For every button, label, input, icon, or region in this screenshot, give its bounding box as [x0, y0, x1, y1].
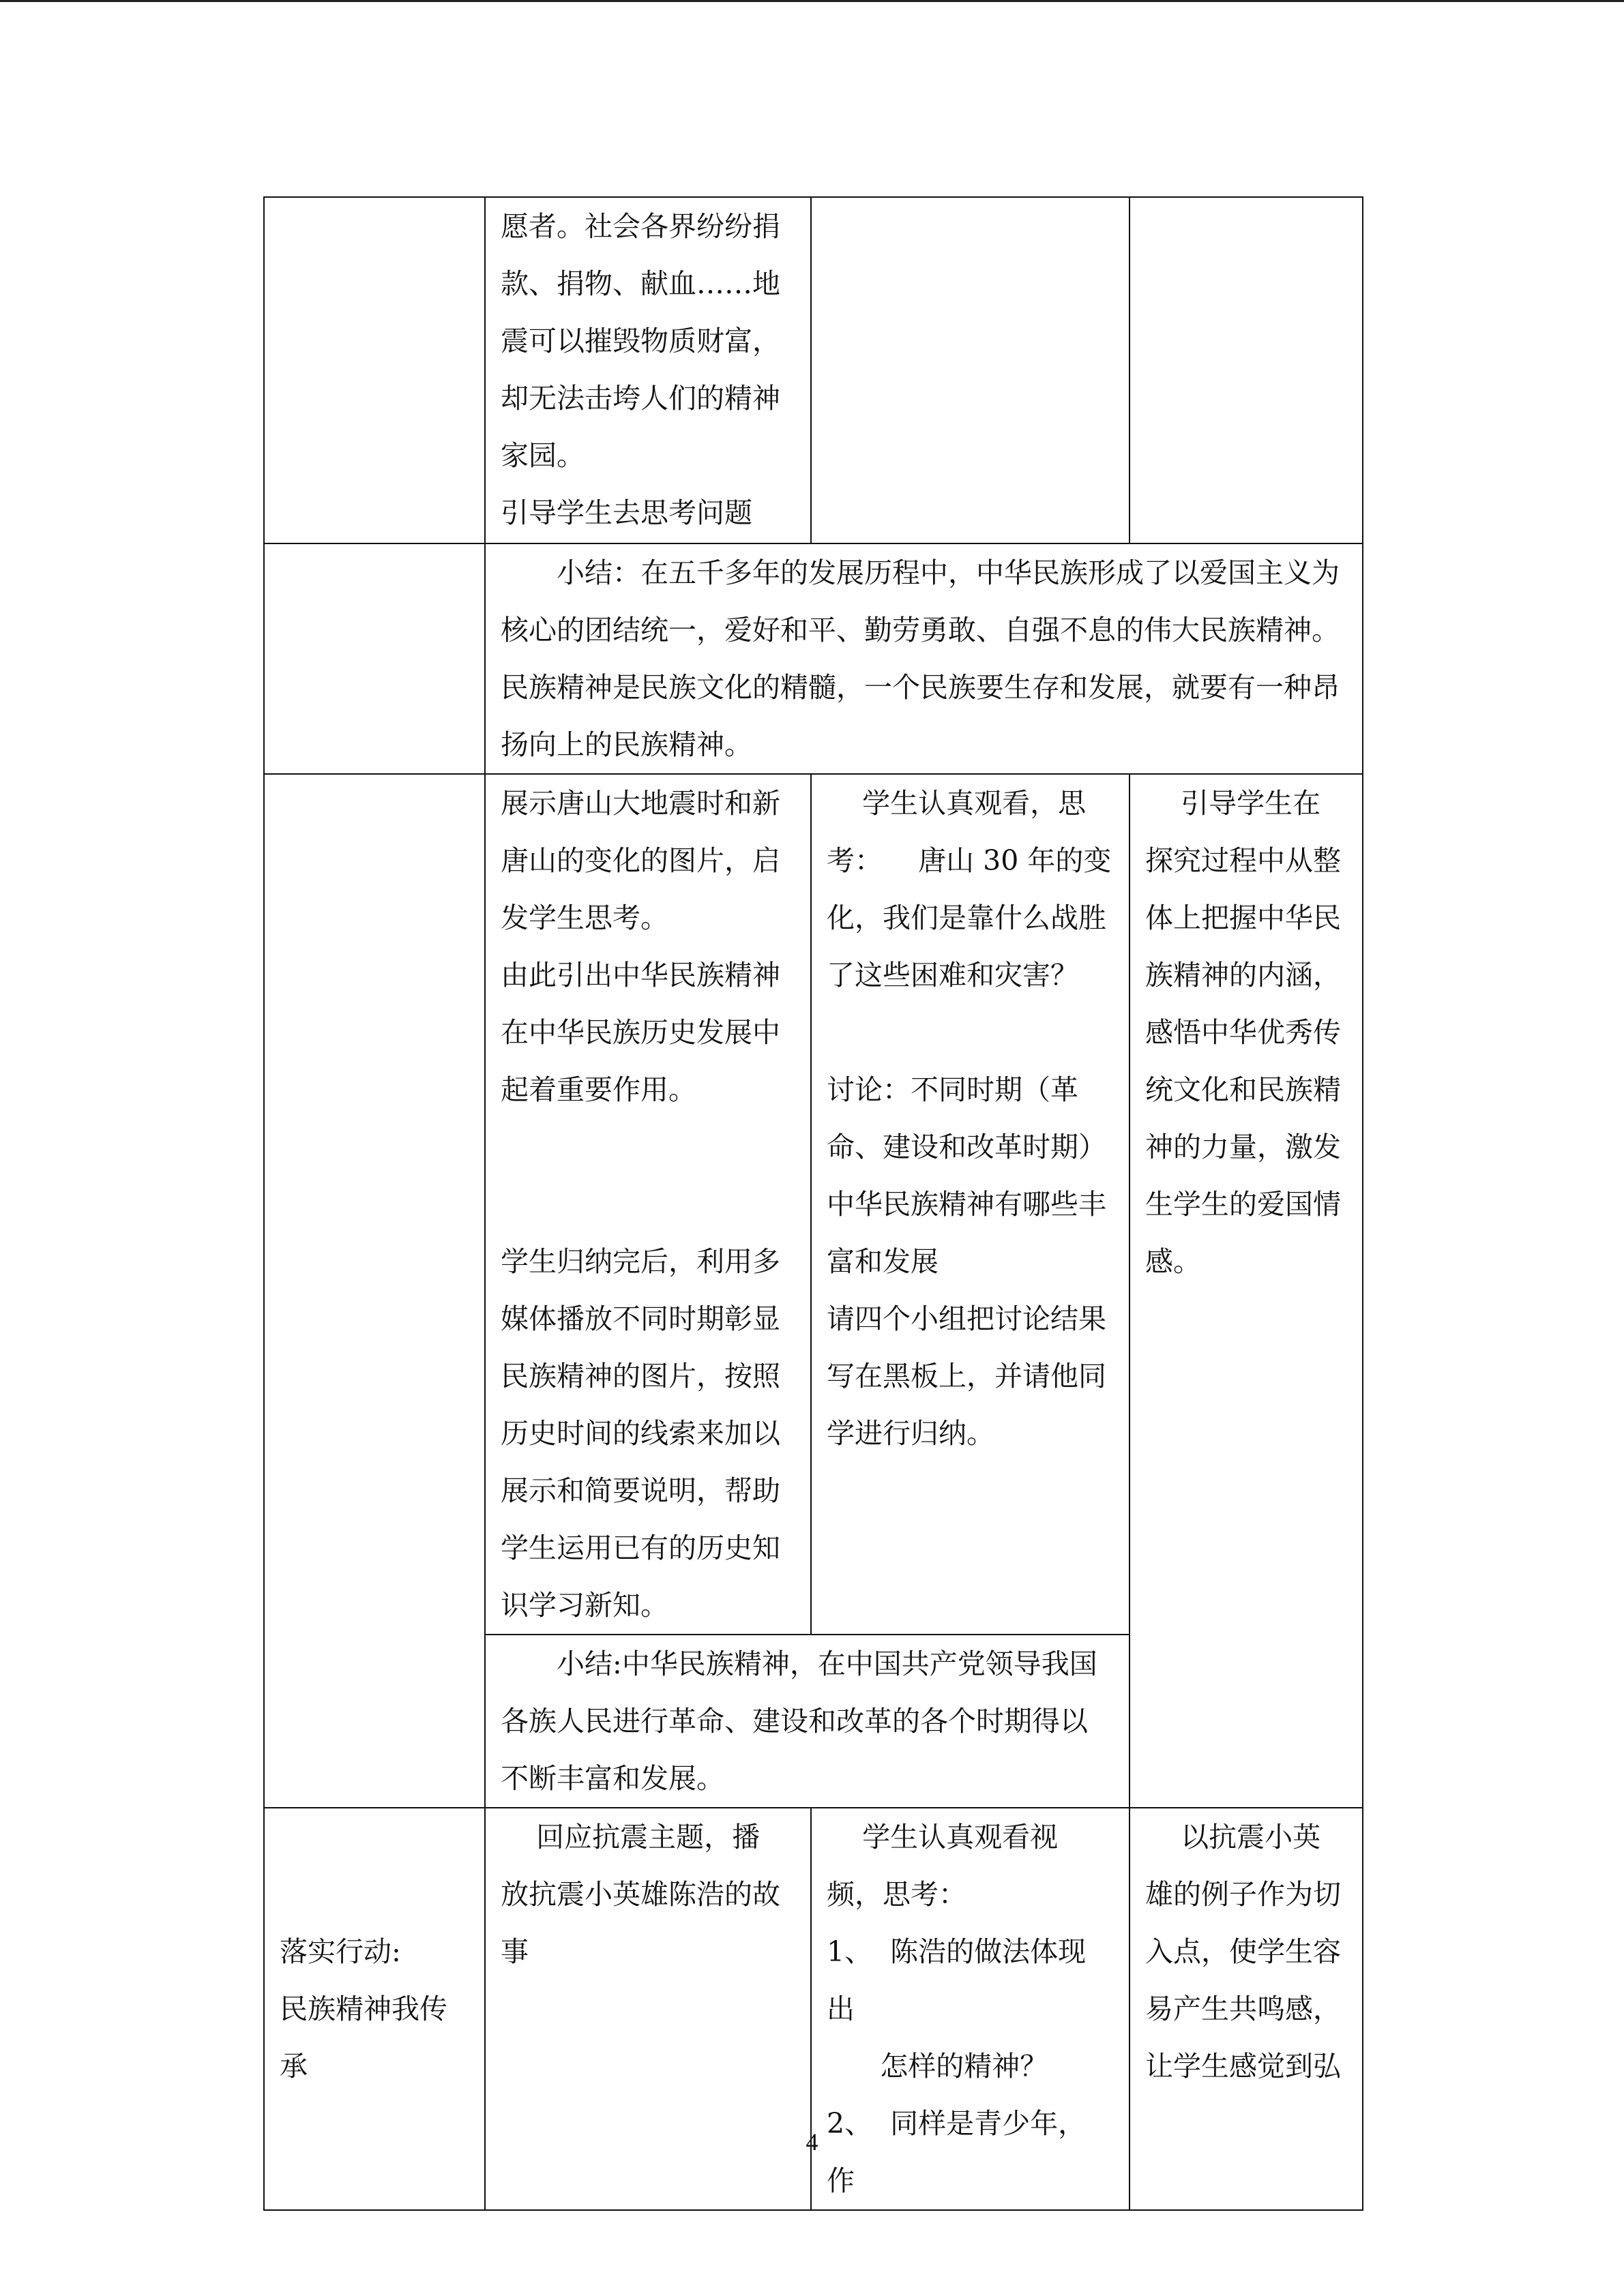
- summary-text: 小结:中华民族精神，在中国共产党领导我国各族人民进行革命、建设和改革的各个时期得以不断丰富和发展。: [501, 1648, 1097, 1795]
- teacher-activity-cell: [485, 197, 811, 543]
- summary-text: 小结：在五千多年的发展历程中，中华民族形成了以爱国主义为核心的团结统一，爱好和平、勤劳勇敢、自强不息的伟大民族精神。民族精神是民族文化的精髓，一个民族要生存和发展，就要有一种昂扬向上的民族精神。: [501, 556, 1340, 761]
- table-row: [264, 543, 1363, 774]
- table-row: [264, 197, 1363, 543]
- teacher-activity-text: 回应抗震主题，播 放抗震小英雄陈浩的故 事: [501, 1821, 780, 1968]
- student-activity-cell: [811, 197, 1130, 543]
- table-row: [264, 774, 1363, 1635]
- summary-cell: [485, 1635, 1130, 1808]
- student-activity-cell: [811, 774, 1130, 1635]
- stage-title: 落实行动: 民族精神我传 承: [280, 1935, 447, 2083]
- stage-cell: [264, 197, 485, 543]
- teacher-activity-cell: [485, 774, 811, 1635]
- summary-cell: [485, 543, 1363, 774]
- page-number: 4: [806, 2128, 818, 2156]
- design-intent-cell: [1130, 774, 1363, 1808]
- page-top-rule: [0, 0, 1624, 2]
- design-intent-cell: [1130, 197, 1363, 543]
- student-activity-text: 学生认真观看，思 考： 唐山 30 年的变 化，我们是靠什么战胜 了这些困难和灾害？ 讨论：不同时期（革 命、建设和改革时期） 中华民族精神有哪些丰 富和发展 请四个小组把讨论结果 写在黑板上，并请他同 学进行归纳。: [827, 787, 1112, 1450]
- student-activity-text: 学生认真观看视 频，思考： 1、 陈浩的做法体现出 怎样的精神？ 2、 同样是青少年，作: [827, 1821, 1087, 2197]
- stage-cell: [264, 543, 485, 774]
- design-intent-text: 以抗震小英 雄的例子作为切 入点，使学生容 易产生共鸣感， 让学生感觉到弘: [1145, 1821, 1341, 2083]
- design-intent-text: 引导学生在 探究过程中从整 体上把握中华民 族精神的内涵， 感悟中华优秀传 统文化和民族精 神的力量，激发 生学生的爱国情 感。: [1145, 787, 1341, 1278]
- stage-cell: [264, 774, 485, 1808]
- teacher-activity-text: 愿者。社会各界纷纷捐 款、捐物、献血……地 震可以摧毁物质财富， 却无法击垮人们的精神 家园。 引导学生去思考问题: [501, 210, 780, 529]
- lesson-plan-table: [263, 196, 1363, 2211]
- teacher-activity-text: 展示唐山大地震时和新 唐山的变化的图片，启 发学生思考。 由此引出中华民族精神 在中华民族历史发展中 起着重要作用。 学生归纳完后，利用多 媒体播放不同时期彰显 民族精神的图片，按照 历史时间的线索来加以 展示和简要说明，帮助 学生运用已有的历史知 识学习新知。: [501, 787, 780, 1622]
